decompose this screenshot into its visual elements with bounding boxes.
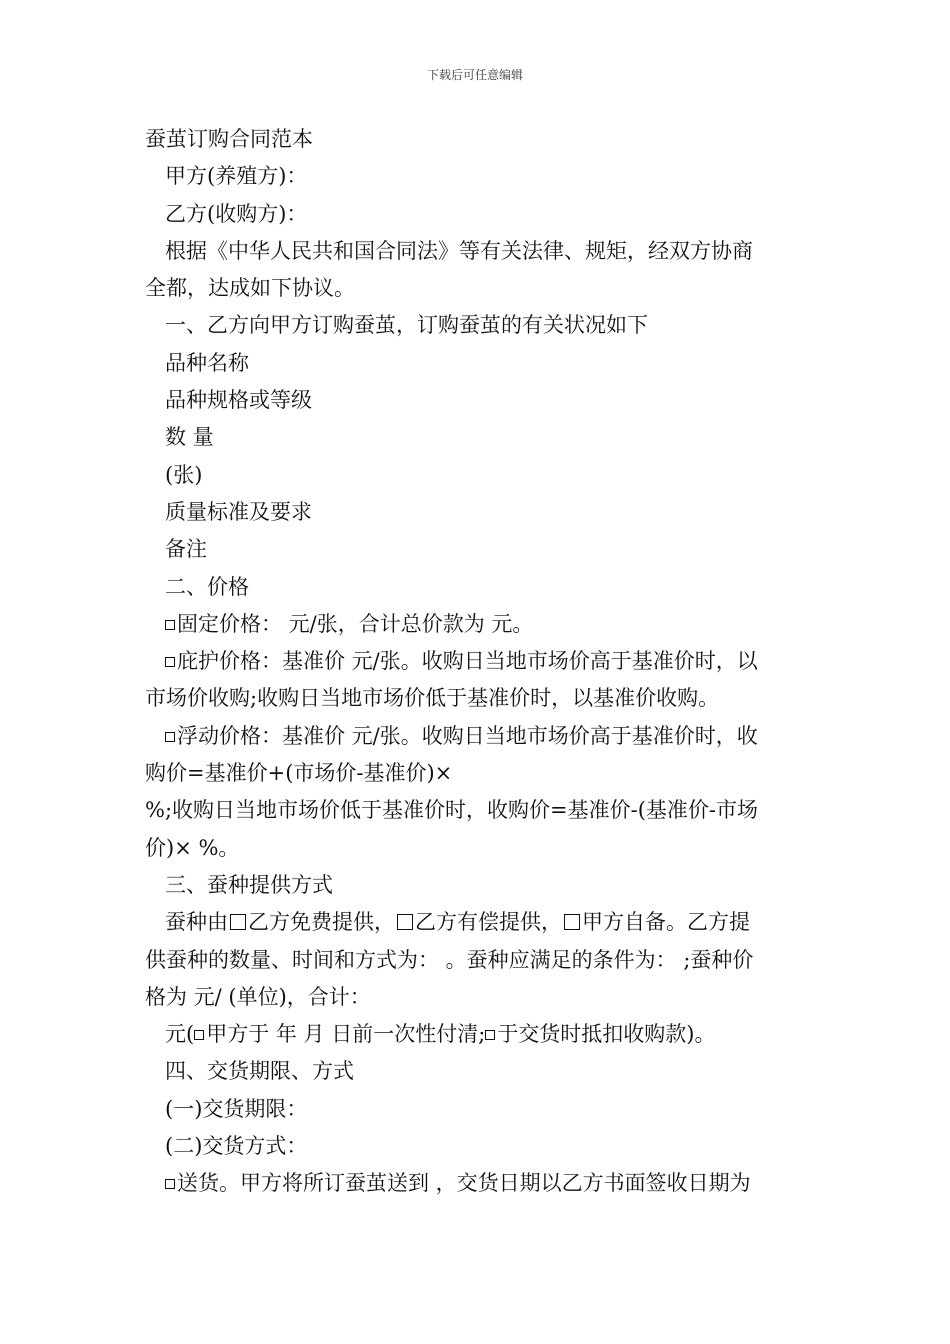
section-4-heading: 四、交货期限、方式 bbox=[165, 1059, 354, 1084]
fixed-price-text: 固定价格： 元/张，合计总价款为 元。 bbox=[177, 611, 534, 636]
buyer-paid-supply-text: 乙方有偿提供， bbox=[415, 910, 562, 935]
quantity-label: 数 量 bbox=[165, 425, 214, 450]
protected-price-checkbox[interactable] bbox=[165, 657, 175, 667]
deduct-on-delivery-checkbox[interactable] bbox=[485, 1030, 495, 1040]
page-header-note: 下载后可任意编辑 bbox=[426, 68, 523, 82]
party-a-line: 甲方(养殖方)： bbox=[165, 164, 308, 189]
floating-price-text-3: %;收购日当地市场价低于基准价时，收购价=基准价-(基准价-市场 bbox=[145, 798, 759, 823]
section-1-heading: 一、乙方向甲方订购蚕茧，订购蚕茧的有关状况如下 bbox=[165, 313, 648, 338]
buyer-paid-supply-checkbox[interactable] bbox=[397, 914, 413, 930]
silkworm-payment-lead: 元( bbox=[165, 1022, 195, 1047]
protected-price-option bbox=[145, 643, 807, 680]
silkworm-supply-options bbox=[145, 904, 807, 941]
intro-paragraph-line-2: 全都，达成如下协议。 bbox=[145, 276, 355, 301]
delivery-option bbox=[145, 1165, 807, 1202]
delivery-method-label: (二)交货方式： bbox=[165, 1134, 308, 1159]
quantity-unit-label: (张) bbox=[165, 462, 203, 487]
silkworm-supply-text-2: 供蚕种的数量、时间和方式为： 。蚕种应满足的条件为： ;蚕种价 bbox=[145, 947, 754, 972]
contract-body bbox=[145, 121, 807, 1203]
deduct-on-delivery-text: 于交货时抵扣收购款)。 bbox=[497, 1022, 716, 1047]
floating-price-option bbox=[145, 718, 807, 755]
silkworm-supply-lead: 蚕种由 bbox=[165, 910, 228, 935]
variety-name-label: 品种名称 bbox=[165, 350, 249, 375]
variety-spec-label: 品种规格或等级 bbox=[165, 388, 312, 413]
delivery-checkbox[interactable] bbox=[165, 1179, 175, 1189]
section-2-heading: 二、价格 bbox=[165, 574, 249, 599]
intro-paragraph-line-1: 根据《中华人民共和国合同法》等有关法律、规矩，经双方协商 bbox=[165, 238, 753, 263]
floating-price-text-2: 购价=基准价+(市场价-基准价)× bbox=[145, 761, 453, 786]
buyer-free-supply-checkbox[interactable] bbox=[230, 914, 246, 930]
lump-sum-payment-checkbox[interactable] bbox=[194, 1030, 204, 1040]
delivery-deadline-label: (一)交货期限： bbox=[165, 1096, 308, 1121]
party-b-line: 乙方(收购方)： bbox=[165, 201, 308, 226]
delivery-text: 送货。甲方将所订蚕茧送到 ，交货日期以乙方书面签收日期为 bbox=[177, 1171, 751, 1196]
document-title: 蚕茧订购合同范本 bbox=[145, 127, 313, 151]
fixed-price-checkbox[interactable] bbox=[165, 620, 175, 630]
seller-self-supply-text: 甲方自备。乙方提 bbox=[582, 910, 750, 935]
lump-sum-payment-text: 甲方于 年 月 日前一次性付清; bbox=[206, 1022, 486, 1047]
protected-price-text-2: 市场价收购;收购日当地市场价低于基准价时，以基准价收购。 bbox=[145, 686, 720, 711]
quality-standard-label: 质量标准及要求 bbox=[165, 499, 312, 524]
remarks-label: 备注 bbox=[165, 537, 207, 562]
section-3-heading: 三、蚕种提供方式 bbox=[165, 872, 333, 897]
fixed-price-option bbox=[145, 606, 807, 643]
silkworm-payment-options bbox=[145, 1016, 807, 1053]
silkworm-supply-text-3: 格为 元/ (单位)，合计： bbox=[145, 984, 371, 1009]
floating-price-text-1: 浮动价格：基准价 元/张。收购日当地市场价高于基准价时，收 bbox=[177, 723, 758, 748]
buyer-free-supply-text: 乙方免费提供， bbox=[248, 910, 395, 935]
protected-price-text-1: 庇护价格：基准价 元/张。收购日当地市场价高于基准价时，以 bbox=[177, 649, 758, 674]
floating-price-checkbox[interactable] bbox=[165, 732, 175, 742]
floating-price-text-4: 价)× %。 bbox=[145, 835, 240, 860]
seller-self-supply-checkbox[interactable] bbox=[564, 914, 580, 930]
